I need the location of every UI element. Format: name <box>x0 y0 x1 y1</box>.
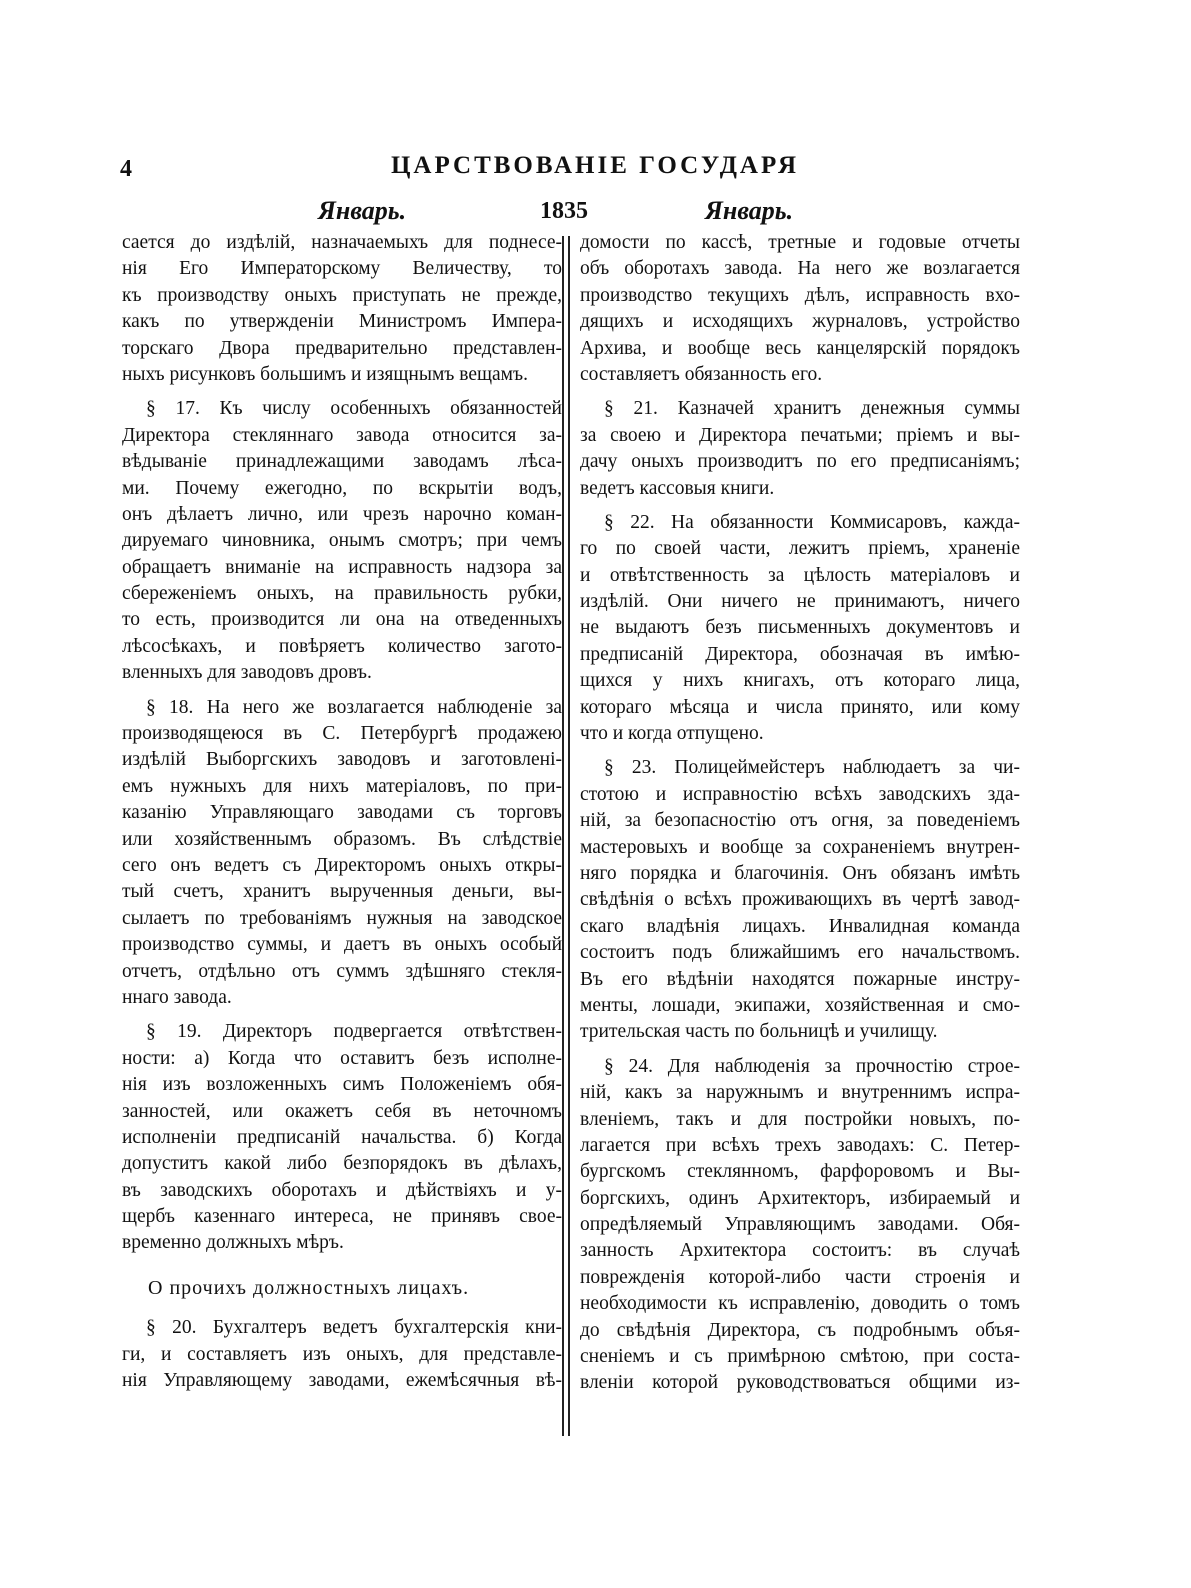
text-line: скаго владѣнія лицахъ. Инвалидная команда <box>580 915 1020 937</box>
running-title: ЦАРСТВОВАНІЕ ГОСУДАРЯ <box>390 152 800 179</box>
text-line: обращаетъ вниманіе на исправность надзора за <box>122 556 562 578</box>
right-column <box>580 230 1020 1397</box>
text-line: и отвѣтственность за цѣлость матеріаловъ и <box>580 564 1020 586</box>
text-line: торскаго Двора предварительно представлен- <box>122 337 562 359</box>
text-line: § 18. На него же возлагается наблюденіе за <box>146 696 562 718</box>
text-line: котораго мѣсяца и числа принято, или кому <box>580 696 1020 718</box>
text-line: до свѣдѣнія Директора, съ подробнымъ объя- <box>580 1319 1020 1341</box>
text-line: производство суммы, и даетъ въ оныхъ особый <box>122 934 562 956</box>
text-line: предписаній Директора, обозначая въ имѣю- <box>580 643 1020 665</box>
text-line: ннаго завода. <box>122 986 232 1008</box>
month-left: Январь. <box>318 196 407 225</box>
text-line: Архива, и вообще весь канцелярскій порядокъ <box>580 337 1020 359</box>
text-line: ности: а) Когда что оставитъ безъ исполне- <box>122 1047 562 1069</box>
text-line: емъ нужныхъ для нихъ матеріаловъ, по при- <box>122 775 562 797</box>
text-line: отчетъ, отдѣльно отъ суммъ здѣшняго стекля- <box>122 960 562 982</box>
text-line: домости по кассѣ, третные и годовые отчеты <box>580 232 1020 253</box>
text-line: занностей, или окажетъ себя въ неточномъ <box>122 1100 562 1122</box>
column-rule <box>562 236 564 1436</box>
text-line: какъ по утвержденіи Министромъ Импера- <box>122 311 562 333</box>
text-line: мастеровыхъ и вообще за сохраненіемъ внутрен- <box>580 836 1020 858</box>
text-line: за своею и Директора печатьми; пріемъ и вы- <box>580 424 1020 446</box>
text-line: сылаетъ по требованіямъ нужныя на заводское <box>122 907 562 929</box>
text-line: состоитъ подъ ближайшимъ его начальствомъ. <box>580 942 1020 964</box>
text-line: трительская часть по больницѣ и училищу. <box>580 1021 938 1043</box>
text-line: тый счетъ, хранитъ вырученныя деньги, вы- <box>122 881 562 903</box>
text-line: нія Управляющему заводами, ежемѣсячныя вѣ- <box>122 1370 562 1392</box>
text-line: стотою и исправностію всѣхъ заводскихъ зда- <box>580 783 1020 805</box>
text-line: щербъ казеннаго интереса, не принявъ свое- <box>122 1206 562 1228</box>
text-line: § 19. Директоръ подвергается отвѣтствен- <box>146 1021 562 1043</box>
text-line: объ оборотахъ завода. На него же возлагается <box>580 258 1020 280</box>
text-line: бургскомъ стеклянномъ, фарфоровомъ и Вы- <box>580 1161 1020 1183</box>
left-column <box>122 230 562 1394</box>
text-line: ній, какъ за наружнымъ и внутреннимъ испра- <box>580 1082 1020 1104</box>
text-line: сбереженіемъ оныхъ, на правильность рубки, <box>122 583 562 605</box>
text-line: ведетъ кассовыя книги. <box>580 477 775 499</box>
text-line: что и когда отпущено. <box>580 723 764 745</box>
page-number: 4 <box>120 156 132 182</box>
text-line: § 21. Казначей хранитъ денежныя суммы <box>604 398 1020 420</box>
text-line: онъ дѣлаетъ лично, или чрезъ нарочно коман- <box>122 503 562 525</box>
text-line: ми. Почему ежегодно, по вскрытіи водъ, <box>122 477 562 499</box>
text-line: вленіемъ, такъ и для постройки новыхъ, по- <box>580 1108 1020 1130</box>
text-line: менты, лошади, экипажи, хозяйственная и смо- <box>580 994 1020 1016</box>
section-heading: О прочихъ должностныхъ лицахъ. <box>148 1276 470 1299</box>
month-right: Январь. <box>705 196 794 225</box>
text-line: свѣдѣнія о всѣхъ проживающихъ въ чертѣ завод- <box>580 889 1020 911</box>
text-line: въ заводскихъ оборотахъ и дѣйствіяхъ и у- <box>122 1179 562 1201</box>
text-line: ній, за безопасностію отъ огня, за поведеніемъ <box>580 810 1020 832</box>
text-line: вленныхъ для заводовъ дровъ. <box>122 662 372 684</box>
text-line: § 23. Полицеймейстеръ наблюдаетъ за чи- <box>604 757 1020 779</box>
text-line: или хозяйственнымъ образомъ. Въ слѣдствіе <box>122 828 562 850</box>
text-line: § 22. На обязанности Коммисаровъ, каждa- <box>604 511 1020 533</box>
text-line: щихся у нихъ книгахъ, отъ котораго лица, <box>580 670 1020 692</box>
text-line: лѣсосѣкахъ, и повѣряетъ количество загото- <box>122 635 562 657</box>
text-line: ги, и составляетъ изъ оныхъ, для представле- <box>122 1343 562 1365</box>
text-line: няго порядка и благочинія. Онъ обязанъ имѣть <box>580 862 1020 884</box>
text-line: къ производству оныхъ приступать не прежде, <box>122 284 562 306</box>
text-line: занность Архитектора состоитъ: въ случаѣ <box>580 1240 1020 1262</box>
text-line: производящеюся въ С. Петербургѣ продажею <box>122 723 562 745</box>
text-line: вленіи которой руководствоваться общими из- <box>580 1372 1020 1394</box>
text-line: издѣлій. Они ничего не принимаютъ, ничего <box>580 591 1020 613</box>
text-line: дящихъ и исходящихъ журналовъ, устройство <box>580 311 1020 333</box>
text-line: казанію Управляющаго заводами съ торговъ <box>122 802 562 824</box>
text-line: § 20. Бухгалтеръ ведетъ бухгалтерскія кни- <box>146 1317 562 1339</box>
text-line: составляетъ обязанность его. <box>580 363 823 385</box>
text-line: поврежденія которой-либо части строенія и <box>580 1266 1020 1288</box>
text-line: издѣлій Выборгскихъ заводовъ и заготовленi- <box>122 749 562 771</box>
text-line: сненіемъ и съ примѣрною смѣтою, при соста- <box>580 1346 1020 1368</box>
text-line: боргскихъ, одинъ Архитекторъ, избираемый и <box>580 1187 1020 1209</box>
text-line: не выдаютъ безъ письменныхъ документовъ и <box>580 617 1020 639</box>
text-line: ныхъ рисунковъ большимъ и изящнымъ вещамъ. <box>122 363 528 385</box>
text-line: то есть, производится ли она на отведенныхъ <box>122 609 562 631</box>
text-line: производство текущихъ дѣлъ, исправность вхо- <box>580 284 1020 306</box>
text-line: дируемаго чиновника, онымъ смотръ; при чемъ <box>122 530 562 552</box>
text-line: допуститъ какой либо безпорядокъ въ дѣлахъ, <box>122 1153 562 1175</box>
text-line: Директора стекляннаго завода относится за- <box>122 424 562 446</box>
text-line: исполненіи предписаній начальства. б) Когда <box>122 1126 562 1148</box>
text-line: необходимости къ исправленію, доводить о томъ <box>580 1293 1020 1315</box>
text-line: нія изъ возложенныхъ симъ Положеніемъ обя- <box>122 1074 562 1096</box>
text-line: § 24. Для наблюденія за прочностію строе- <box>604 1055 1020 1077</box>
column-rule <box>568 236 570 1436</box>
text-line: временно должныхъ мѣръ. <box>122 1232 344 1254</box>
text-line: лагается при всѣхъ трехъ заводахъ: С. Петер- <box>580 1134 1020 1156</box>
text-line: нія Его Императорскому Величеству, то <box>122 258 562 280</box>
text-line: сего онъ ведетъ съ Директоромъ оныхъ откры- <box>122 854 562 876</box>
text-line: опредѣляемый Управляющимъ заводами. Обя- <box>580 1214 1020 1236</box>
text-line: дачу оныхъ производитъ по его предписаніямъ; <box>580 451 1020 473</box>
year: 1835 <box>540 198 588 224</box>
text-line: Въ его вѣдѣніи находятся пожарные инстру- <box>580 968 1020 990</box>
text-line: вѣдываніе принадлежащими заводамъ лѣса- <box>122 451 562 473</box>
text-line: сается до издѣлій, назначаемыхъ для поднесе- <box>122 232 562 253</box>
text-line: § 17. Къ числу особенныхъ обязанностей <box>146 398 562 420</box>
text-line: го по своей части, лежитъ пріемъ, храненіе <box>580 538 1020 560</box>
